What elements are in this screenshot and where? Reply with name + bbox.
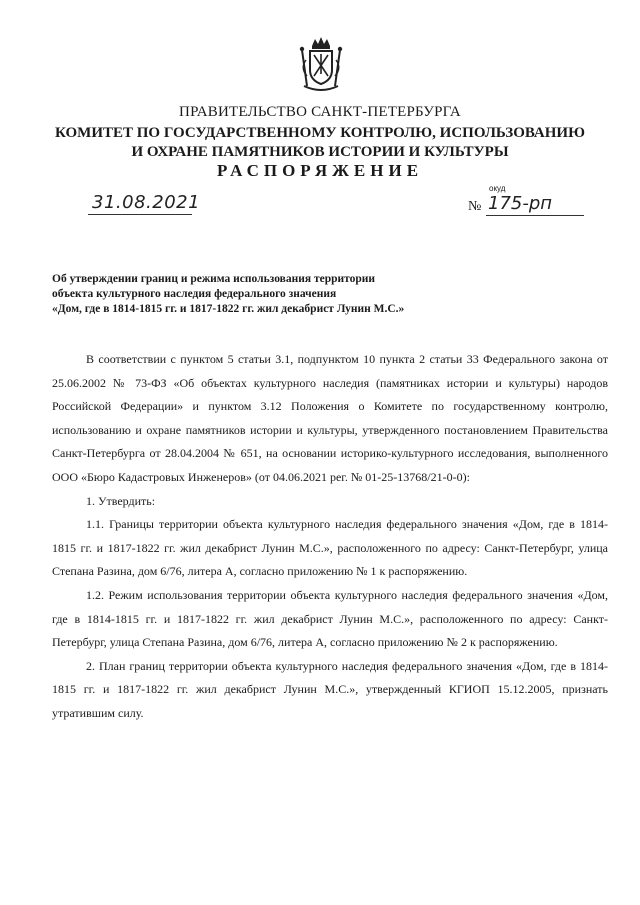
subject-line-1: Об утверждении границ и режима использования территории [52, 273, 376, 285]
okud-label: окуд [489, 184, 506, 193]
committee-line-1: КОМИТЕТ ПО ГОСУДАРСТВЕННОМУ КОНТРОЛЮ, ИСПОЛЬЗОВАНИЮ [55, 125, 585, 141]
document-number [468, 193, 588, 217]
item-2: 2. План границ территории объекта культурного наследия федерального значения «Дом, где в 1814-1815 гг. и 1817-1822 гг. жил декабрист Лунин М.С.», утвержденный КГИОП 15.12.2005, признать утратившим силу. [52, 658, 608, 720]
government-name: ПРАВИТЕЛЬСТВО САНКТ-ПЕТЕРБУРГА [179, 104, 461, 120]
document-subject [52, 272, 492, 317]
subject-line-3: «Дом, где в 1814-1815 гг. и 1817-1822 гг. жил декабрист Лунин М.С.» [52, 303, 405, 315]
handwritten-date: 31.08.2021 [92, 192, 201, 213]
number-underline [486, 215, 584, 216]
item-1: 1. Утвердить: [86, 493, 156, 508]
subject-line-2: объекта культурного наследия федерального значения [52, 288, 337, 300]
saint-petersburg-coat-of-arms-icon [298, 36, 344, 94]
document-body [52, 348, 608, 726]
item-1-1: 1.1. Границы территории объекта культурного наследия федерального значения «Дом, где в 1814-1815 гг. и 1817-1822 гг. жил декабрист Лунин М.С.», расположенного по адресу: Санкт-Петербург, улица Степана Разина, дом 6/76, литера А, согласно приложению № 1 к распоряжению. [52, 517, 608, 579]
date-underline [88, 214, 192, 215]
committee-name [0, 124, 640, 162]
committee-line-2: И ОХРАНЕ ПАМЯТНИКОВ ИСТОРИИ И КУЛЬТУРЫ [131, 144, 509, 160]
handwritten-number: 175-рп [488, 193, 553, 214]
number-sign: № [468, 199, 482, 214]
preamble-paragraph: В соответствии с пунктом 5 статьи 3.1, подпунктом 10 пункта 2 статьи 33 Федерального закона от 25.06.2002 № 73-ФЗ «Об объектах культурного наследия (памятниках истории и культуры) народов Российской Федерации» и пунктом 3.12 Положения о Комитете по государственному контролю, использованию и охране памятников истории и культуры, утвержденного постановлением Правительства Санкт-Петербурга от 28.04.2004 № 651, на основании историко-культурного исследования, выполненного ООО «Бюро Кадастровых Инженеров» (от 04.06.2021 рег. № 01-25-13768/21-0-0): [52, 352, 608, 484]
document-date [88, 192, 201, 216]
item-1-2: 1.2. Режим использования территории объекта культурного наследия федерального значения «Дом, где в 1814-1815 гг. и 1817-1822 гг. жил декабрист Лунин М.С.», расположенного по адресу: Санкт-Петербург, улица Степана Разина, дом 6/76, литера А, согласно приложению № 2 к распоряжению. [52, 587, 608, 650]
document-type: РАСПОРЯЖЕНИЕ [216, 161, 424, 180]
